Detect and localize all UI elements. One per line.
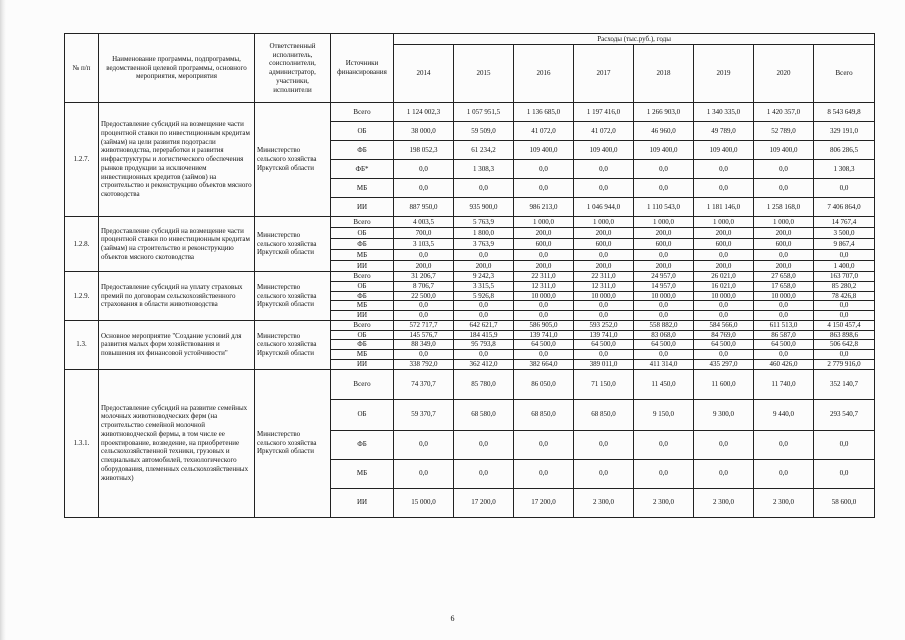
year-value: 200,0 <box>694 261 754 272</box>
year-value: 9 440,0 <box>754 399 814 430</box>
funding-source: ФБ* <box>331 160 394 179</box>
year-value: 1 000,0 <box>634 217 694 228</box>
year-value: 600,0 <box>754 239 814 250</box>
year-value: 382 664,0 <box>514 359 574 369</box>
year-value: 0,0 <box>634 301 694 311</box>
year-value: 15 000,0 <box>394 488 454 517</box>
year-value: 0,0 <box>514 250 574 261</box>
year-value: 1 266 903,0 <box>634 103 694 122</box>
year-value: 0,0 <box>634 430 694 459</box>
header-year: 2020 <box>754 45 814 103</box>
year-value: 0,0 <box>634 459 694 488</box>
year-value: 0,0 <box>454 311 514 321</box>
year-value: 27 658,0 <box>754 272 814 282</box>
total-value: 7 406 864,0 <box>814 198 875 217</box>
year-value: 0,0 <box>574 350 634 360</box>
year-value: 3 763,9 <box>454 239 514 250</box>
year-value: 0,0 <box>394 160 454 179</box>
year-value: 0,0 <box>754 459 814 488</box>
funding-source: МБ <box>331 459 394 488</box>
year-value: 109 400,0 <box>574 141 634 160</box>
year-value: 68 850,0 <box>514 399 574 430</box>
year-value: 64 500,0 <box>574 340 634 350</box>
funding-source: МБ <box>331 350 394 360</box>
row-id: 1.2.7. <box>65 103 99 217</box>
year-value: 935 900,0 <box>454 198 514 217</box>
year-value: 86 587,0 <box>754 330 814 340</box>
year-value: 0,0 <box>394 459 454 488</box>
total-value: 806 286,5 <box>814 141 875 160</box>
funding-source: Всего <box>331 103 394 122</box>
total-value: 3 500,0 <box>814 228 875 239</box>
year-value: 0,0 <box>574 459 634 488</box>
year-value: 0,0 <box>694 160 754 179</box>
year-value: 0,0 <box>394 430 454 459</box>
funding-source: ФБ <box>331 239 394 250</box>
year-value: 600,0 <box>574 239 634 250</box>
year-value: 0,0 <box>694 250 754 261</box>
total-value: 14 767,4 <box>814 217 875 228</box>
year-value: 0,0 <box>694 311 754 321</box>
year-value: 200,0 <box>394 261 454 272</box>
year-value: 22 311,0 <box>514 272 574 282</box>
year-value: 1 046 944,0 <box>574 198 634 217</box>
total-value: 9 867,4 <box>814 239 875 250</box>
year-value: 1 124 002,3 <box>394 103 454 122</box>
budget-table <box>64 33 875 518</box>
year-value: 1 308,3 <box>454 160 514 179</box>
year-value: 362 412,0 <box>454 359 514 369</box>
total-value: 0,0 <box>814 179 875 198</box>
total-value: 0,0 <box>814 430 875 459</box>
total-value: 1 308,3 <box>814 160 875 179</box>
year-value: 2 300,0 <box>634 488 694 517</box>
year-value: 642 621,7 <box>454 320 514 330</box>
year-value: 0,0 <box>454 301 514 311</box>
total-value: 293 540,7 <box>814 399 875 430</box>
year-value: 22 311,0 <box>574 272 634 282</box>
year-value: 0,0 <box>514 179 574 198</box>
header-name: Наименование программы, подпрограммы, ведомственной целевой программы, основного мероприятия, мероприятия <box>99 34 255 103</box>
year-value: 0,0 <box>754 311 814 321</box>
responsible-executor: Министерство сельского хозяйства Иркутской области <box>255 320 331 369</box>
total-value: 4 150 457,4 <box>814 320 875 330</box>
year-value: 31 206,7 <box>394 272 454 282</box>
year-value: 49 789,0 <box>694 122 754 141</box>
table-row <box>65 272 875 282</box>
year-value: 14 957,0 <box>634 281 694 291</box>
year-value: 5 763,9 <box>454 217 514 228</box>
year-value: 0,0 <box>514 160 574 179</box>
header-year: 2015 <box>454 45 514 103</box>
year-value: 64 500,0 <box>694 340 754 350</box>
measure-name: Предоставление субсидий на развитие семейных молочных животноводческих ферм (на строительство семейной молочной животноводческой фермы, в том числе ее проектирование, возведение, на приобретение сельскохозяйственной техники, грузовых и специальных автомобилей, технологического оборудования, племенных сельскохозяйственных животных) <box>99 369 255 517</box>
funding-source: ИИ <box>331 488 394 517</box>
year-value: 0,0 <box>574 179 634 198</box>
year-value: 200,0 <box>454 261 514 272</box>
year-value: 0,0 <box>454 350 514 360</box>
year-value: 0,0 <box>634 250 694 261</box>
total-value: 78 426,8 <box>814 291 875 301</box>
year-value: 593 252,0 <box>574 320 634 330</box>
year-value: 68 580,0 <box>454 399 514 430</box>
year-value: 584 566,0 <box>694 320 754 330</box>
year-value: 0,0 <box>514 459 574 488</box>
year-value: 0,0 <box>514 311 574 321</box>
year-value: 17 200,0 <box>454 488 514 517</box>
year-value: 0,0 <box>574 301 634 311</box>
year-value: 109 400,0 <box>694 141 754 160</box>
header-year: 2017 <box>574 45 634 103</box>
funding-source: ОБ <box>331 281 394 291</box>
total-value: 0,0 <box>814 301 875 311</box>
header-expenses: Расходы (тыс.руб.), годы <box>394 34 875 45</box>
year-value: 1 057 951,5 <box>454 103 514 122</box>
year-value: 64 500,0 <box>514 340 574 350</box>
year-value: 139 741,0 <box>514 330 574 340</box>
funding-source: МБ <box>331 301 394 311</box>
year-value: 572 717,7 <box>394 320 454 330</box>
table-row <box>65 320 875 330</box>
row-id: 1.2.9. <box>65 272 99 321</box>
year-value: 986 213,0 <box>514 198 574 217</box>
year-value: 0,0 <box>394 311 454 321</box>
row-id: 1.2.8. <box>65 217 99 272</box>
year-value: 411 314,0 <box>634 359 694 369</box>
total-value: 352 140,7 <box>814 369 875 399</box>
year-value: 0,0 <box>634 160 694 179</box>
total-value: 0,0 <box>814 459 875 488</box>
year-value: 0,0 <box>394 250 454 261</box>
year-value: 0,0 <box>634 311 694 321</box>
year-value: 0,0 <box>694 430 754 459</box>
year-value: 4 003,5 <box>394 217 454 228</box>
year-value: 0,0 <box>754 430 814 459</box>
responsible-executor: Министерство сельского хозяйства Иркутской области <box>255 103 331 217</box>
measure-name: Предоставление субсидий на возмещение части процентной ставки по инвестиционным кредитам (займам) на цели развития подотрасли животноводства, переработки и развития инфраструктуры и логистического обеспечения рынков продукции за исключением инвестиционных кредитов (займов) на строительство и реконструкцию объектов мясного скотоводства <box>99 103 255 217</box>
year-value: 2 300,0 <box>754 488 814 517</box>
funding-source: Всего <box>331 369 394 399</box>
year-value: 200,0 <box>754 261 814 272</box>
total-value: 163 707,0 <box>814 272 875 282</box>
year-value: 0,0 <box>514 430 574 459</box>
responsible-executor: Министерство сельского хозяйства Иркутской области <box>255 272 331 321</box>
year-value: 11 600,0 <box>694 369 754 399</box>
year-value: 0,0 <box>754 301 814 311</box>
header-total: Всего <box>814 45 875 103</box>
table-body <box>65 103 875 518</box>
header-year: 2018 <box>634 45 694 103</box>
funding-source: ОБ <box>331 228 394 239</box>
measure-name: Основное мероприятие "Создание условий для развития малых форм хозяйствования и повышения их финансовой устойчивости" <box>99 320 255 369</box>
year-value: 0,0 <box>454 430 514 459</box>
year-value: 12 311,0 <box>574 281 634 291</box>
year-value: 9 242,3 <box>454 272 514 282</box>
year-value: 1 181 146,0 <box>694 198 754 217</box>
year-value: 0,0 <box>754 250 814 261</box>
total-value: 506 642,8 <box>814 340 875 350</box>
year-value: 10 000,0 <box>634 291 694 301</box>
funding-source: ФБ <box>331 430 394 459</box>
funding-source: ИИ <box>331 198 394 217</box>
year-value: 611 513,0 <box>754 320 814 330</box>
year-value: 88 349,0 <box>394 340 454 350</box>
year-value: 9 150,0 <box>634 399 694 430</box>
year-value: 95 793,8 <box>454 340 514 350</box>
year-value: 600,0 <box>634 239 694 250</box>
year-value: 0,0 <box>694 350 754 360</box>
year-value: 64 500,0 <box>634 340 694 350</box>
year-value: 0,0 <box>574 430 634 459</box>
year-value: 1 000,0 <box>754 217 814 228</box>
funding-source: Всего <box>331 217 394 228</box>
year-value: 38 000,0 <box>394 122 454 141</box>
year-value: 200,0 <box>514 228 574 239</box>
year-value: 0,0 <box>514 301 574 311</box>
year-value: 1 197 416,0 <box>574 103 634 122</box>
funding-source: ОБ <box>331 122 394 141</box>
year-value: 0,0 <box>754 179 814 198</box>
year-value: 184 415,9 <box>454 330 514 340</box>
year-value: 700,0 <box>394 228 454 239</box>
total-value: 85 280,2 <box>814 281 875 291</box>
year-value: 52 789,0 <box>754 122 814 141</box>
year-value: 2 300,0 <box>694 488 754 517</box>
year-value: 59 370,7 <box>394 399 454 430</box>
year-value: 0,0 <box>574 160 634 179</box>
year-value: 0,0 <box>754 160 814 179</box>
year-value: 1 420 357,0 <box>754 103 814 122</box>
year-value: 11 740,0 <box>754 369 814 399</box>
year-value: 200,0 <box>574 261 634 272</box>
year-value: 0,0 <box>694 179 754 198</box>
year-value: 1 000,0 <box>514 217 574 228</box>
year-value: 200,0 <box>754 228 814 239</box>
year-value: 389 011,0 <box>574 359 634 369</box>
year-value: 558 882,0 <box>634 320 694 330</box>
row-id: 1.3. <box>65 320 99 369</box>
year-value: 10 000,0 <box>754 291 814 301</box>
year-value: 0,0 <box>694 301 754 311</box>
year-value: 41 072,0 <box>514 122 574 141</box>
total-value: 0,0 <box>814 350 875 360</box>
year-value: 0,0 <box>394 179 454 198</box>
funding-source: Всего <box>331 320 394 330</box>
year-value: 3 103,5 <box>394 239 454 250</box>
year-value: 10 000,0 <box>514 291 574 301</box>
year-value: 200,0 <box>634 261 694 272</box>
total-value: 2 779 916,0 <box>814 359 875 369</box>
year-value: 200,0 <box>574 228 634 239</box>
year-value: 68 850,0 <box>574 399 634 430</box>
year-value: 0,0 <box>694 459 754 488</box>
year-value: 9 300,0 <box>694 399 754 430</box>
year-value: 86 050,0 <box>514 369 574 399</box>
year-value: 0,0 <box>754 350 814 360</box>
year-value: 64 500,0 <box>754 340 814 350</box>
table-row <box>65 103 875 122</box>
funding-source: ФБ <box>331 141 394 160</box>
year-value: 41 072,0 <box>574 122 634 141</box>
year-value: 61 234,2 <box>454 141 514 160</box>
year-value: 10 000,0 <box>574 291 634 301</box>
year-value: 84 769,0 <box>694 330 754 340</box>
year-value: 22 500,0 <box>394 291 454 301</box>
header-num: № п/п <box>65 34 99 103</box>
year-value: 11 450,0 <box>634 369 694 399</box>
funding-source: ИИ <box>331 359 394 369</box>
funding-source: ОБ <box>331 399 394 430</box>
year-value: 200,0 <box>694 228 754 239</box>
year-value: 600,0 <box>514 239 574 250</box>
funding-source: Всего <box>331 272 394 282</box>
year-value: 85 780,0 <box>454 369 514 399</box>
year-value: 12 311,0 <box>514 281 574 291</box>
year-value: 24 957,0 <box>634 272 694 282</box>
funding-source: МБ <box>331 250 394 261</box>
year-value: 460 426,0 <box>754 359 814 369</box>
funding-source: МБ <box>331 179 394 198</box>
measure-name: Предоставление субсидий на возмещение части процентной ставки по инвестиционным кредитам (займам) на строительство и реконструкцию объектов мясного скотоводства <box>99 217 255 272</box>
year-value: 0,0 <box>634 350 694 360</box>
year-value: 0,0 <box>634 179 694 198</box>
funding-source: ИИ <box>331 311 394 321</box>
funding-source: ФБ <box>331 291 394 301</box>
total-value: 58 600,0 <box>814 488 875 517</box>
year-value: 1 340 335,0 <box>694 103 754 122</box>
year-value: 338 792,0 <box>394 359 454 369</box>
year-value: 16 021,0 <box>694 281 754 291</box>
year-value: 74 370,7 <box>394 369 454 399</box>
year-value: 83 068,0 <box>634 330 694 340</box>
total-value: 329 191,0 <box>814 122 875 141</box>
responsible-executor: Министерство сельского хозяйства Иркутской области <box>255 369 331 517</box>
responsible-executor: Министерство сельского хозяйства Иркутской области <box>255 217 331 272</box>
year-value: 71 150,0 <box>574 369 634 399</box>
total-value: 0,0 <box>814 250 875 261</box>
year-value: 8 706,7 <box>394 281 454 291</box>
year-value: 17 200,0 <box>514 488 574 517</box>
year-value: 1 000,0 <box>574 217 634 228</box>
total-value: 1 400,0 <box>814 261 875 272</box>
year-value: 1 136 685,0 <box>514 103 574 122</box>
year-value: 5 926,8 <box>454 291 514 301</box>
year-value: 145 576,7 <box>394 330 454 340</box>
year-value: 10 000,0 <box>694 291 754 301</box>
year-value: 109 400,0 <box>514 141 574 160</box>
header-year: 2019 <box>694 45 754 103</box>
year-value: 0,0 <box>454 459 514 488</box>
year-value: 600,0 <box>694 239 754 250</box>
year-value: 0,0 <box>574 250 634 261</box>
header-sources: Источники финансирования <box>331 34 394 103</box>
year-value: 0,0 <box>514 350 574 360</box>
total-value: 0,0 <box>814 311 875 321</box>
year-value: 17 658,0 <box>754 281 814 291</box>
year-value: 1 110 543,0 <box>634 198 694 217</box>
funding-source: ИИ <box>331 261 394 272</box>
year-value: 586 905,0 <box>514 320 574 330</box>
year-value: 46 960,0 <box>634 122 694 141</box>
total-value: 863 898,6 <box>814 330 875 340</box>
year-value: 435 297,0 <box>694 359 754 369</box>
measure-name: Предоставление субсидий на уплату страховых премий по договорам сельскохозяйственного страхования в области животноводства <box>99 272 255 321</box>
year-value: 1 800,0 <box>454 228 514 239</box>
year-value: 1 000,0 <box>694 217 754 228</box>
year-value: 200,0 <box>514 261 574 272</box>
year-value: 109 400,0 <box>634 141 694 160</box>
funding-source: ФБ <box>331 340 394 350</box>
header-year: 2016 <box>514 45 574 103</box>
year-value: 1 258 168,0 <box>754 198 814 217</box>
table-row <box>65 217 875 228</box>
row-id: 1.3.1. <box>65 369 99 517</box>
year-value: 887 950,0 <box>394 198 454 217</box>
total-value: 8 543 649,8 <box>814 103 875 122</box>
year-value: 109 400,0 <box>754 141 814 160</box>
year-value: 2 300,0 <box>574 488 634 517</box>
year-value: 0,0 <box>394 350 454 360</box>
year-value: 59 509,0 <box>454 122 514 141</box>
table-row <box>65 369 875 399</box>
page-number: 6 <box>450 614 455 623</box>
header-year: 2014 <box>394 45 454 103</box>
header-responsible: Ответственный исполнитель, соисполнители, администратор, участники, исполнители <box>255 34 331 103</box>
year-value: 26 021,0 <box>694 272 754 282</box>
year-value: 0,0 <box>454 179 514 198</box>
year-value: 139 741,0 <box>574 330 634 340</box>
year-value: 3 315,5 <box>454 281 514 291</box>
year-value: 0,0 <box>454 250 514 261</box>
year-value: 0,0 <box>574 311 634 321</box>
year-value: 0,0 <box>394 301 454 311</box>
year-value: 198 052,3 <box>394 141 454 160</box>
funding-source: ОБ <box>331 330 394 340</box>
year-value: 200,0 <box>634 228 694 239</box>
